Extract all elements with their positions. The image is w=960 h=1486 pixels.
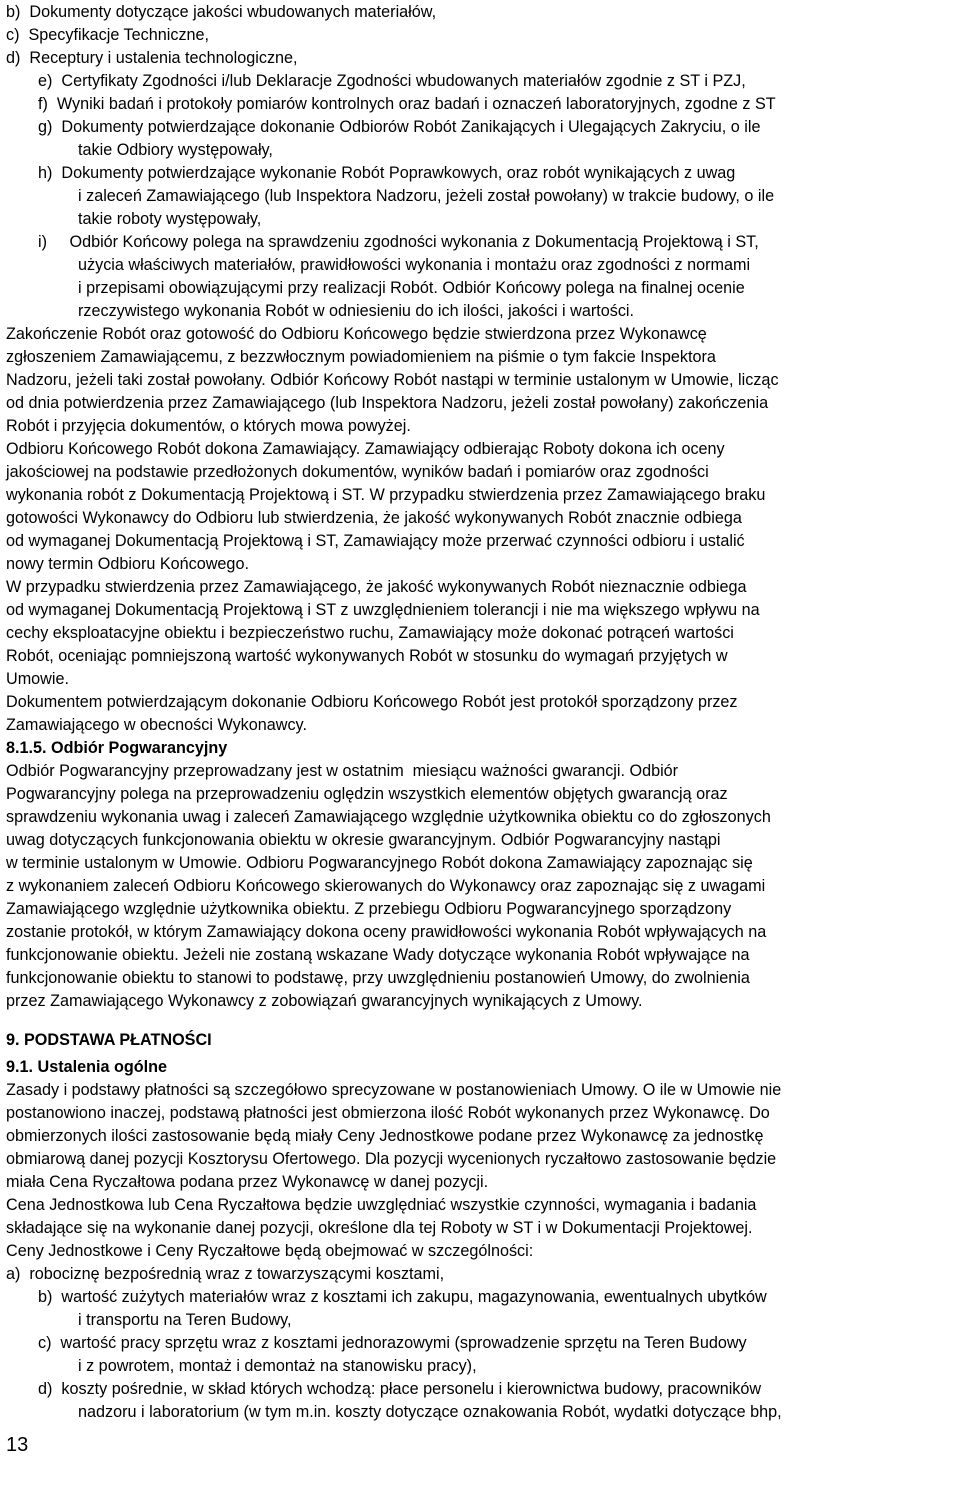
text-line: c) Specyfikacje Techniczne, [6,26,210,44]
text-line: Zamawiającego względnie użytkownika obiektu. Z przebiegu Odbioru Pogwarancyjnego sporządzony [6,900,732,918]
text-line: d) koszty pośrednie, w skład których wchodzą: płace personelu i kierownictwa budowy, pracowników [38,1380,762,1398]
text-line: Pogwarancyjny polega na przeprowadzeniu oględzin wszystkich elementów objętych gwarancją oraz [6,785,728,803]
text-line: funkcjonowanie obiektu. Jeżeli nie zostaną wskazane Wady dotyczące wykonania Robót wpływające na [6,946,750,964]
text-line: uwag dotyczących funkcjonowania obiektu w okresie gwarancyjnym. Odbiór Pogwarancyjny nastąpi [6,831,721,849]
text-line: składające się na wykonanie danej pozycji, określone dla tej Roboty w ST i w Dokumentacji Projektowej. [6,1219,753,1237]
text-line: f) Wyniki badań i protokoły pomiarów kontrolnych oraz badań i oznaczeń laboratoryjnych, zgodne z ST [38,95,776,113]
text-line: Nadzoru, jeżeli taki został powołany. Odbiór Końcowy Robót nastąpi w terminie ustalonym w Umowie, licząc [6,371,779,389]
text-line: obmiarową danej pozycji Kosztorysu Ofertowego. Dla pozycji wycenionych ryczałtowo zastosowanie będzie [6,1150,777,1168]
section-heading: 9.1. Ustalenia ogólne [6,1058,168,1076]
text-line: g) Dokumenty potwierdzające dokonanie Odbiorów Robót Zanikających i Ulegających Zakryciu, o ile [38,118,761,136]
text-line: postanowiono inaczej, podstawą płatności jest obmierzona ilość Robót wykonanych przez Wykonawcę. Do [6,1104,770,1122]
text-line: jakościowej na podstawie przedłożonych dokumentów, wyników badań i pomiarów oraz zgodności [6,463,709,481]
text-line: h) Dokumenty potwierdzające wykonanie Robót Poprawkowych, oraz robót wynikających z uwag [38,164,736,182]
text-line: Zakończenie Robót oraz gotowość do Odbioru Końcowego będzie stwierdzona przez Wykonawcę [6,325,707,343]
text-line: od dnia potwierdzenia przez Zamawiającego (lub Inspektora Nadzoru, jeżeli został powołany) zakończenia [6,394,769,412]
text-line: Zasady i podstawy płatności są szczegółowo sprecyzowane w postanowieniach Umowy. O ile w Umowie nie [6,1081,782,1099]
text-line: zostanie protokół, w którym Zamawiający dokona oceny prawidłowości wykonania Robót wpływających na [6,923,767,941]
text-line: b) wartość zużytych materiałów wraz z kosztami ich zakupu, magazynowania, ewentualnych ubytków [38,1288,767,1306]
text-line: nowy termin Odbioru Końcowego. [6,555,249,573]
text-line: funkcjonowanie obiektu to stanowi to podstawę, przy uwzględnieniu postanowień Umowy, do zwolnienia [6,969,750,987]
text-line: c) wartość pracy sprzętu wraz z kosztami jednorazowymi (sprowadzenie sprzętu na Teren Budowy [38,1334,747,1352]
text-line: miała Cena Ryczałtowa podana przez Wykonawcę w danej pozycji. [6,1173,489,1191]
page-number: 13 [6,1434,29,1456]
text-line: obmierzonych ilości zastosowanie będą miały Ceny Jednostkowe podane przez Wykonawcę za jednostkę [6,1127,764,1145]
text-line: b) Dokumenty dotyczące jakości wbudowanych materiałów, [6,3,437,21]
text-line: Cena Jednostkowa lub Cena Ryczałtowa będzie uwzględniać wszystkie czynności, wymagania i badania [6,1196,757,1214]
text-line: i z powrotem, montaż i demontaż na stanowisku pracy), [78,1357,477,1375]
text-line: W przypadku stwierdzenia przez Zamawiającego, że jakość wykonywanych Robót nieznacznie odbiega [6,578,747,596]
text-line: takie roboty występowały, [78,210,262,228]
text-line: przez Zamawiającego Wykonawcy z zobowiązań gwarancyjnych wynikających z Umowy. [6,992,643,1010]
text-line: od wymaganej Dokumentacją Projektową i ST, Zamawiający może przerwać czynności odbioru i ustalić [6,532,745,550]
text-line: wykonania robót z Dokumentacją Projektową i ST. W przypadku stwierdzenia przez Zamawiającego braku [6,486,766,504]
text-line: Odbioru Końcowego Robót dokona Zamawiający. Zamawiający odbierając Roboty dokona ich oceny [6,440,725,458]
text-line: Umowie. [6,670,69,688]
text-line: e) Certyfikaty Zgodności i/lub Deklaracje Zgodności wbudowanych materiałów zgodnie z ST i PZJ, [38,72,746,90]
text-line: a) robociznę bezpośrednią wraz z towarzyszącymi kosztami, [6,1265,445,1283]
text-line: d) Receptury i ustalenia technologiczne, [6,49,298,67]
text-line: i transportu na Teren Budowy, [78,1311,292,1329]
text-line: zgłoszeniem Zamawiającemu, z bezzwłocznym powiadomieniem na piśmie o tym fakcie Inspektora [6,348,716,366]
text-line: Odbiór Pogwarancyjny przeprowadzany jest w ostatnim miesiącu ważności gwarancji. Odbiór [6,762,679,780]
text-line: i zaleceń Zamawiającego (lub Inspektora Nadzoru, jeżeli został powołany) w trakcie budowy, o ile [78,187,775,205]
text-line: i przepisami obowiązującymi przy realizacji Robót. Odbiór Końcowy polega na finalnej ocenie [78,279,745,297]
section-heading: 9. PODSTAWA PŁATNOŚCI [6,1031,212,1049]
text-line: nadzoru i laboratorium (w tym m.in. koszty dotyczące oznakowania Robót, wydatki dotyczące bhp, [78,1403,782,1421]
text-line: od wymaganej Dokumentacją Projektową i ST z uwzględnieniem tolerancji i nie ma większego wpływu na [6,601,760,619]
text-line: użycia właściwych materiałów, prawidłowości wykonania i montażu oraz zgodności z normami [78,256,751,274]
section-heading: 8.1.5. Odbiór Pogwarancyjny [6,739,228,757]
text-line: Robót i przyjęcia dokumentów, o których mowa powyżej. [6,417,411,435]
text-line: w terminie ustalonym w Umowie. Odbioru Pogwarancyjnego Robót dokona Zamawiający zapoznając się [6,854,753,872]
text-line: Dokumentem potwierdzającym dokonanie Odbioru Końcowego Robót jest protokół sporządzony przez [6,693,738,711]
text-line: gotowości Wykonawcy do Odbioru lub stwierdzenia, że jakość wykonywanych Robót znacznie odbiega [6,509,742,527]
text-line: takie Odbiory występowały, [78,141,273,159]
text-line: cechy eksploatacyjne obiektu i bezpieczeństwo ruchu, Zamawiający może dokonać potrąceń wartości [6,624,734,642]
text-line: Ceny Jednostkowe i Ceny Ryczałtowe będą obejmować w szczególności: [6,1242,534,1260]
text-line: Robót, oceniając pomniejszoną wartość wykonywanych Robót w stosunku do wymagań przyjętych w [6,647,728,665]
text-line: z wykonaniem zaleceń Odbioru Końcowego skierowanych do Wykonawcy oraz zapoznając się z uwagami [6,877,766,895]
text-line: rzeczywistego wykonania Robót w odniesieniu do ich ilości, jakości i wartości. [78,302,635,320]
text-line: sprawdzeniu wykonania uwag i zaleceń Zamawiającego względnie użytkownika obiektu co do zgłoszonych [6,808,771,826]
text-line: Zamawiającego w obecności Wykonawcy. [6,716,307,734]
text-line: i) Odbiór Końcowy polega na sprawdzeniu zgodności wykonania z Dokumentacją Projektową i ST, [38,233,759,251]
